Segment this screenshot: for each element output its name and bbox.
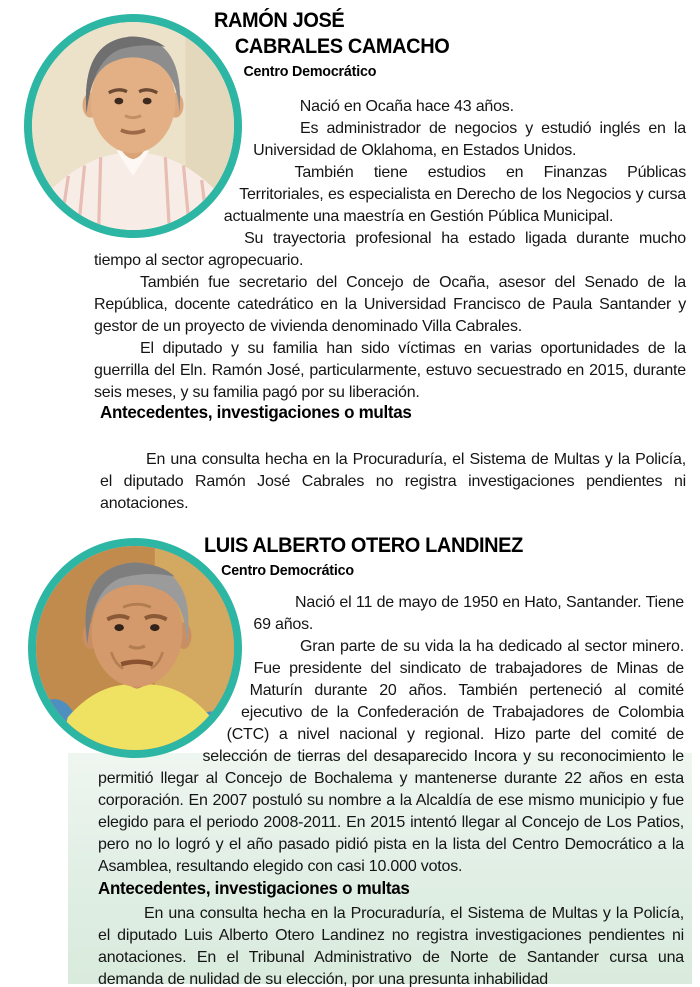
portrait-illustration (32, 22, 234, 230)
record-paragraph: En una consulta hecha en la Procuraduría, el Sistema de Multas y la Policía, el diputado Ramón José Cabrales no registra investigaciones pendientes ni anotaciones. (100, 451, 686, 512)
portrait-photo-luis-otero (28, 538, 242, 758)
party-label: Centro Democrático (243, 63, 377, 80)
bio-paragraph: Nació el 11 de mayo de 1950 en Hato, Santander. Tiene 69 años. (253, 594, 684, 633)
profile-name-line1: LUIS ALBERTO OTERO LANDINEZ (204, 534, 523, 557)
profile-header-luis (204, 533, 540, 580)
bio-paragraph: Su trayectoria profesional ha estado ligada durante mucho tiempo al sector agropecuario. (94, 230, 686, 269)
bio-paragraph: El diputado y su familia han sido víctimas en varias oportunidades de la guerrilla del Eln. Ramón José, particularmente, estuvo secuestrado en 2015, durante seis meses, y su familia pagó por su liberación. (94, 340, 686, 401)
record-section-ramon (100, 402, 686, 515)
bio-paragraph: También fue secretario del Concejo de Ocaña, asesor del Senado de la República, docente catedrático en la Universidad Francisco de Paula Santander y gestor de un proyecto de vivienda denominado Villa Cabrales. (94, 274, 686, 335)
record-heading: Antecedentes, investigaciones o multas (98, 878, 410, 898)
record-section-luis (98, 878, 684, 987)
party-label: Centro Democrático (221, 562, 354, 579)
bio-paragraph: Es administrador de negocios y estudió inglés en la Universidad de Oklahoma, en Estados Unidos. (253, 120, 686, 159)
bio-paragraph: Gran parte de su vida la ha dedicado al sector minero. Fue presidente del sindicato de trabajadores de Minas de Maturín durante 20 años. También perteneció al comité ejecutivo de la Confederación de Trabajadores de Colombia (CTC) a nivel nacional y regional. Hizo parte del comité de selección de tierras del desaparecido Incora y su reconocimiento le permitió llegar al Concejo de Bochalema y mantenerse durante 22 años en esta corporación. En 2007 postuló su nombre a la Alcaldía de ese mismo municipio y fue elegido para el periodo 2008-2011. En 2015 intentó llegar al Concejo de Los Patios, pero no lo logró y el año pasado pidió pista en la lista del Centro Democrático a la Asamblea, resultando elegido con casi 10.000 votos. (98, 638, 684, 875)
record-paragraph: En una consulta hecha en la Procuraduría, el Sistema de Multas y la Policía, el diputado Luis Alberto Otero Landinez no registra investigaciones pendientes ni anotaciones. En el Tribunal Administrativo de Norte de Santander cursa una demanda de nulidad de su elección, por una presunta inhabilidad (98, 905, 684, 987)
profile-name-line1: RAMÓN JOSÉ (214, 9, 345, 32)
bio-paragraph: Nació en Ocaña hace 43 años. (299, 98, 514, 115)
profile-header-ramon (214, 8, 462, 81)
record-heading: Antecedentes, investigaciones o multas (100, 402, 412, 422)
portrait-illustration (36, 546, 234, 750)
portrait-photo-ramon-cabrales (24, 14, 242, 238)
bio-paragraph: También tiene estudios en Finanzas Públicas Territoriales, es especialista en Derecho de los Negocios y cursa actualmente una maestría en Gestión Pública Municipal. (223, 164, 686, 225)
profile-name-line2: CABRALES CAMACHO (234, 35, 450, 58)
